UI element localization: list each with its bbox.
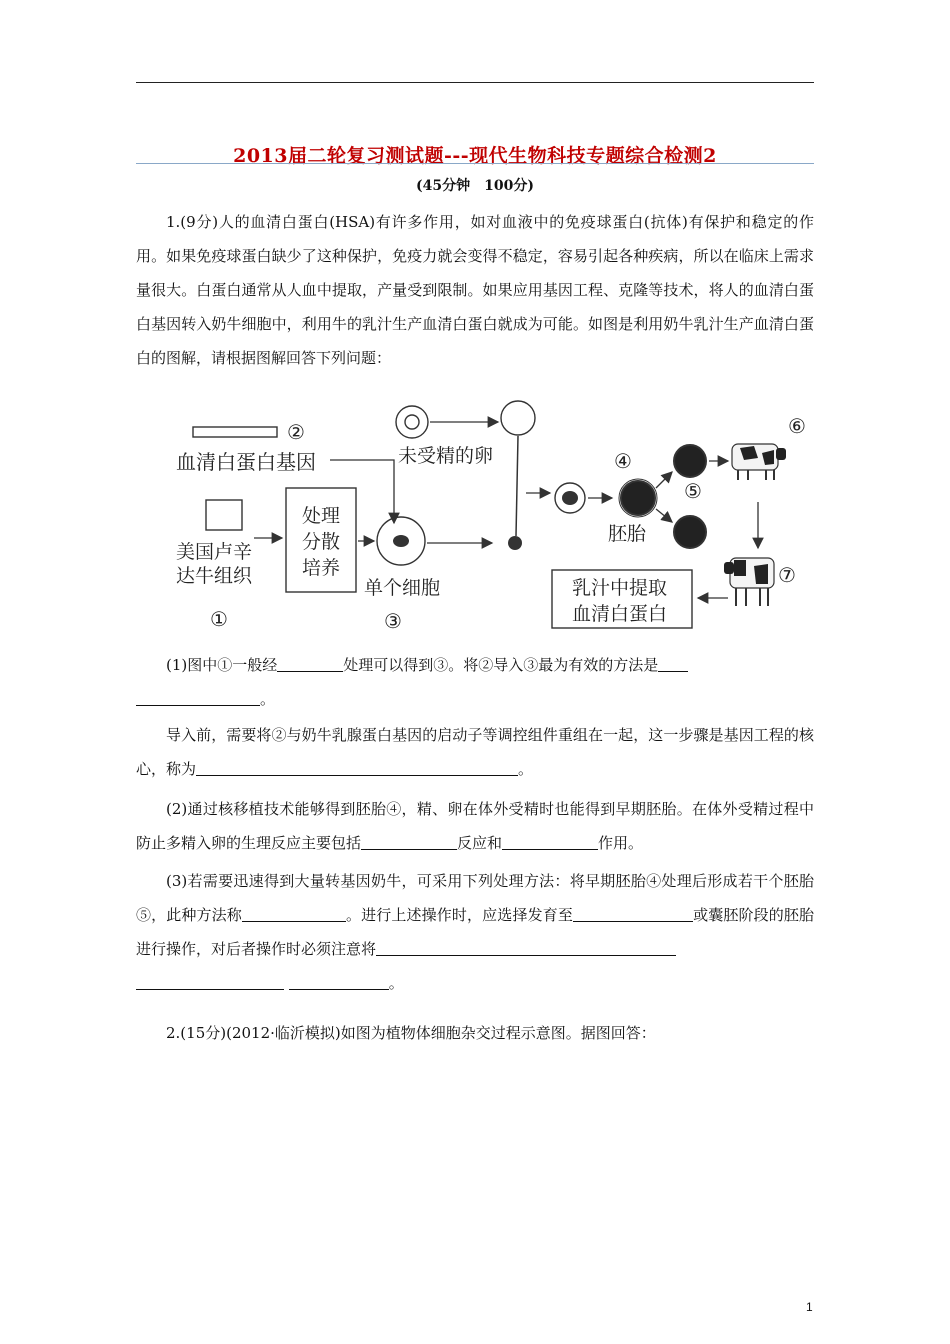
q1-p3-text-a: (3)若需要迅速得到大量转基因奶牛，可采用下列处理方法：将早期胚胎④处理后形成若干个胚胎⑤，此种方法称: [136, 872, 814, 924]
cell-nucleus: [393, 535, 409, 547]
label-6: ⑥: [788, 414, 806, 438]
fused-cell: [508, 536, 522, 550]
embryo-label: 胚胎: [608, 523, 647, 545]
page-number: 1: [806, 1300, 813, 1314]
cow-6-icon: [732, 444, 786, 480]
question-1-part-1: [136, 648, 814, 716]
answer-blank-note-b[interactable]: [136, 973, 284, 990]
q1-p1-text-c: 。: [260, 690, 276, 708]
split-embryo-bottom: [674, 516, 706, 548]
extract-label-2: 血清白蛋白: [572, 603, 668, 625]
egg-label: 未受精的卵: [398, 445, 494, 467]
unfertilized-egg: [396, 406, 428, 438]
q1-p1-text-a: (1)图中①一般经: [166, 656, 278, 674]
split-embryo-top: [674, 445, 706, 477]
enucleated-egg: [501, 401, 535, 435]
question-1-intro: 1.(9分)人的血清白蛋白(HSA)有许多作用，如对血液中的免疫球蛋白(抗体)有保护和稳定的作用。如果免疫球蛋白缺少了这种保护，免疫力就会变得不稳定，容易引起各种疾病，所以在临床上需求量很大。白蛋白通常从人血中提取，产量受到限制。如果应用基因工程、克隆等技术，将人的血清白蛋白基因转入奶牛细胞中，利用牛的乳汁生产血清白蛋白就成为可能。如图是利用奶牛乳汁生产血清白蛋白的图解，请根据图解回答下列问题：: [136, 213, 814, 367]
q1-p2-text-c: 作用。: [598, 834, 644, 852]
gene-bar: [193, 427, 277, 437]
q1-p3-text-c: 或囊胚阶段的胚胎进行操作，对后者操作时必须注意将: [136, 906, 814, 958]
q1-p1-text-e: 。: [518, 760, 534, 778]
answer-blank-treatment[interactable]: [277, 655, 343, 672]
cow-7-icon: [724, 558, 774, 606]
q1-p1-text-b: 处理可以得到③。将②导入③最为有效的方法是: [343, 656, 659, 674]
q1-p3-text-d: 。: [388, 974, 404, 992]
label-5: ⑤: [684, 479, 702, 503]
answer-blank-method-name[interactable]: [242, 905, 346, 922]
embryo: [621, 481, 655, 515]
extract-label-1: 乳汁中提取: [572, 577, 668, 599]
hsa-production-diagram: [162, 398, 822, 636]
answer-blank-core-step[interactable]: [196, 759, 518, 776]
enucleated-line: [516, 436, 518, 536]
answer-blank-method-b[interactable]: [136, 689, 260, 706]
answer-blank-method-a[interactable]: [658, 655, 688, 672]
tissue-label-2: 达牛组织: [176, 565, 253, 587]
answer-blank-note-a[interactable]: [376, 939, 676, 956]
label-1: ①: [210, 607, 228, 631]
page-title: 2013届二轮复习测试题---现代生物科技专题综合检测2: [233, 145, 717, 167]
q1-p1-text-d: 导入前，需要将②与奶牛乳腺蛋白基因的启动子等调控组件重组在一起，这一步骤是基因工程的核心，称为: [136, 726, 814, 778]
early-embryo-core: [562, 491, 578, 505]
exam-duration-score: (45分钟 100分): [416, 178, 534, 194]
q1-p3-text-b: 。进行上述操作时，应选择发育至: [345, 906, 573, 924]
answer-blank-action[interactable]: [502, 833, 598, 850]
tissue-label-1: 美国卢辛: [176, 541, 253, 563]
arrow-embryo-split-down: [656, 509, 672, 522]
label-4: ④: [614, 449, 632, 473]
answer-blank-reaction[interactable]: [361, 833, 457, 850]
process-label-2: 分散: [302, 531, 341, 553]
label-7: ⑦: [778, 563, 796, 587]
process-label-3: 培养: [302, 557, 341, 579]
egg-nucleus: [405, 415, 419, 429]
title-underline: [136, 163, 814, 164]
process-label-1: 处理: [302, 505, 341, 527]
header-rule: [136, 82, 814, 83]
question-1-part-1-continued: [136, 718, 814, 786]
single-cell-label: 单个细胞: [364, 577, 441, 599]
label-2: ②: [287, 420, 305, 444]
question-1-part-3: [136, 864, 814, 1000]
q1-p2-text-a: (2)通过核移植技术能够得到胚胎④，精、卵在体外受精时也能得到早期胚胎。在体外受精过程中防止多精入卵的生理反应主要包括: [136, 800, 814, 852]
tissue-square: [206, 500, 242, 530]
arrow-embryo-split-up: [656, 472, 672, 488]
question-1-part-2: [136, 792, 814, 860]
answer-blank-note-c[interactable]: [289, 973, 389, 990]
q1-p2-text-b: 反应和: [457, 834, 503, 852]
question-2-intro: 2.(15分)(2012·临沂模拟)如图为植物体细胞杂交过程示意图。据图回答：: [166, 1024, 656, 1042]
answer-blank-stage[interactable]: [573, 905, 693, 922]
label-3: ③: [384, 609, 402, 633]
gene-label: 血清白蛋白基因: [176, 450, 316, 474]
